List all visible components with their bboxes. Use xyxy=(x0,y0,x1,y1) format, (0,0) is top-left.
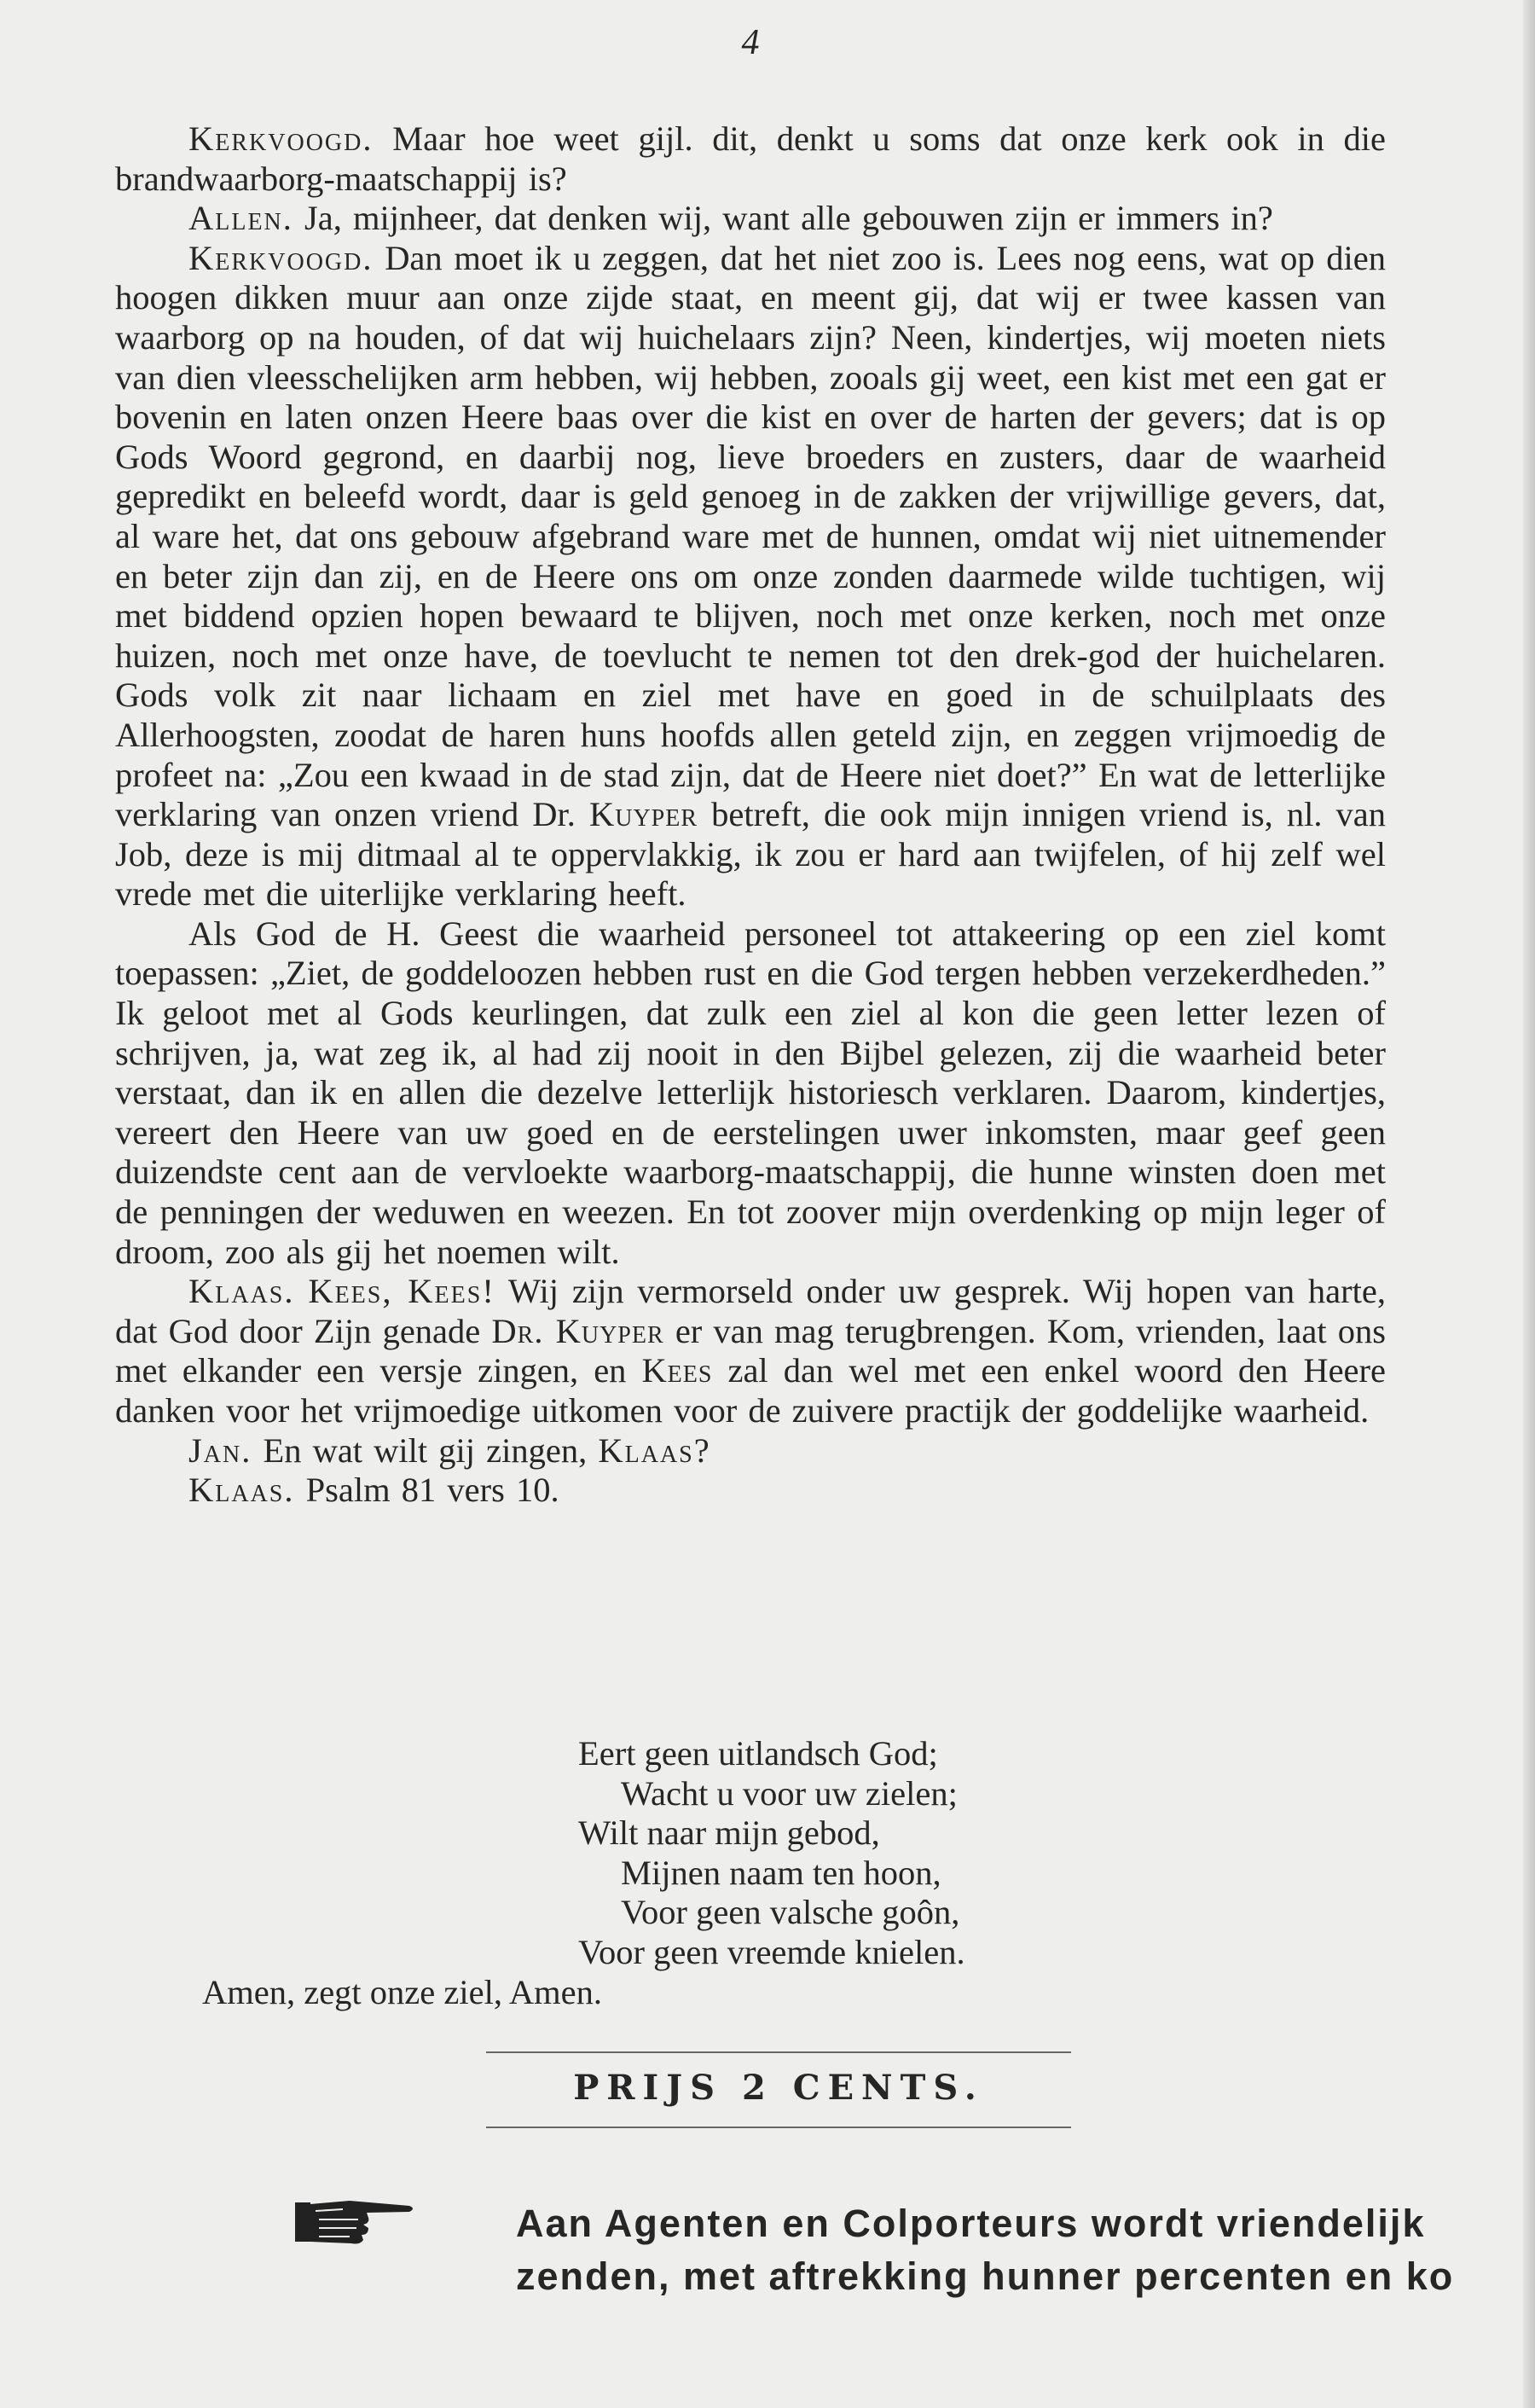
paragraph xyxy=(115,914,1386,1272)
price-label: PRIJS 2 CENTS. xyxy=(573,2068,984,2108)
speech: Ja, mijnheer, dat denken wij, want alle gebouwen zijn er immers in? xyxy=(304,199,1273,238)
speech: Dan moet ik u zeggen, dat het niet zoo is. Lees nog eens, wat op dien hoogen dikken muur aan onze zijde staat, en meent gij, dat wij er twee kassen van waarborg op na houden, of dat wij huichelaars zijn? Neen, kindertjes, wij moeten niets van dien vleesschelijken arm hebben, wij hebben, zooals gij weet, een kist met een gat er bovenin en laten onzen Heere baas over die kist en over de harten der gevers; dat is op Gods Woord gegrond, en daarbij nog, lieve broeders en zusters, daar de waarheid gepredikt en beleefd wordt, daar is geld genoeg in de zakken der vrijwillige gevers, dat, al ware het, dat ons gebouw afgebrand ware met de hunnen, omdat wij niet uitnemender en beter zijn dan zij, en de Heere ons om onze zonden daarmede wilde tuchtigen, wij met biddend opzien hopen bewaard te blijven, noch met onze kerken, noch met onze huizen, noch met onze have, de toevlucht te nemen tot den drek-god der huichelaren. Gods volk zit naar lichaam en ziel met have en goed in de schuilplaats des Allerhoogsten, zoodat de haren huns hoofds allen geteld zijn, en zeggen vrijmoedig de profeet na: „Zou een kwaad in de stad zijn, dat de Heere niet doet?” En wat de letterlijke verklaring van onzen vriend Dr. xyxy=(115,238,1386,834)
speaker: Kerkvoogd. xyxy=(188,119,374,158)
page-number: 4 xyxy=(741,23,760,62)
name: Kees, Kees! xyxy=(308,1272,495,1311)
poem-line: Voor geen vreemde knielen. xyxy=(578,1932,965,1971)
paragraph xyxy=(115,199,1386,239)
paragraph xyxy=(115,119,1386,199)
speaker: Jan. xyxy=(188,1430,252,1470)
paragraph xyxy=(115,1272,1386,1430)
paragraph xyxy=(115,239,1386,914)
notice-text xyxy=(516,2197,1454,2303)
paragraph xyxy=(115,1471,1386,1511)
poem-line: Voor geen valsche goôn, xyxy=(621,1893,960,1932)
name: Kuyper xyxy=(588,795,698,834)
body-text xyxy=(115,119,1386,1511)
divider-bottom xyxy=(486,2127,1071,2128)
poem-line: Eert geen uitlandsch God; xyxy=(578,1734,938,1773)
speech: betreft, die ook mijn innigen vriend is, nl. van Job, deze is mij ditmaal al te oppervlakkig, ik zou er hard aan twijfelen, of hij zelf wel vrede met die uiterlijke verklaring heeft. xyxy=(115,795,1387,914)
speech: Als God de H. Geest die waarheid personeel tot attakeering op een ziel komt toepassen: „Ziet, de goddeloozen hebben rust en die God tergen hebben verzekerdheden.” Ik geloot met al Gods keurlingen, dat zulk een ziel al kon die geen letter lezen of schrijven, ja, wat zeg ik, al had zij nooit in den Bijbel gelezen, zij die waarheid beter verstaat, dan ik en allen die dezelve letterlijk historiesch verklaren. Daarom, kindertjes, vereert den Heere van uw goed en de eerstelingen uwer inkomsten, maar geef geen duizendste cent aan de vervloekte waarborg-maatschappij, die hunne winsten doen met de penningen der weduwen en weezen. En tot zoover mijn overdenking op mijn leger of droom, zoo als gij het noemen wilt. xyxy=(115,914,1386,1271)
poem-line: Wilt naar mijn gebod, xyxy=(578,1813,880,1853)
notice-line: Aan Agenten en Colporteurs wordt vriendelijk xyxy=(516,2202,1426,2245)
speaker: Kerkvoogd. xyxy=(188,238,374,277)
name: Kees xyxy=(641,1351,713,1390)
name: Dr. Kuyper xyxy=(491,1311,664,1350)
speech: er van mag terugbrengen. Kom, vrienden, laat ons met elkander een versje zingen, en xyxy=(115,1311,1386,1390)
poem-line: Mijnen naam ten hoon, xyxy=(621,1853,941,1892)
notice-line: zenden, met aftrekking hunner percenten en ko xyxy=(516,2254,1455,2298)
speech: Maar hoe weet gijl. dit, denkt u soms dat onze kerk ook in die brandwaarborg-maatschappij is? xyxy=(115,119,1387,198)
speech: En wat wilt gij zingen, xyxy=(263,1430,588,1470)
speaker: Allen. xyxy=(188,199,293,238)
closing-line: Amen, zegt onze ziel, Amen. xyxy=(202,1973,602,2011)
speech: Psalm 81 vers 10. xyxy=(305,1471,559,1510)
speech: Wij zijn vermorseld onder uw gesprek. Wij hopen van harte, dat God door Zijn genade xyxy=(115,1272,1387,1350)
poem-line: Wacht u voor uw zielen; xyxy=(621,1773,958,1813)
speaker: Klaas. xyxy=(188,1471,295,1510)
pointing-hand-icon xyxy=(290,2190,418,2250)
divider-top xyxy=(486,2051,1071,2053)
psalm-verse xyxy=(578,1734,965,1973)
speaker: Klaas. xyxy=(188,1272,295,1311)
page-edge xyxy=(1523,0,1535,2408)
paragraph xyxy=(115,1431,1386,1471)
speech: zal dan wel met een enkel woord den Heere danken voor het vrijmoedige uitkomen voor de zuivere practijk der goddelijke waarheid. xyxy=(115,1351,1386,1430)
name: Klaas? xyxy=(598,1430,711,1470)
